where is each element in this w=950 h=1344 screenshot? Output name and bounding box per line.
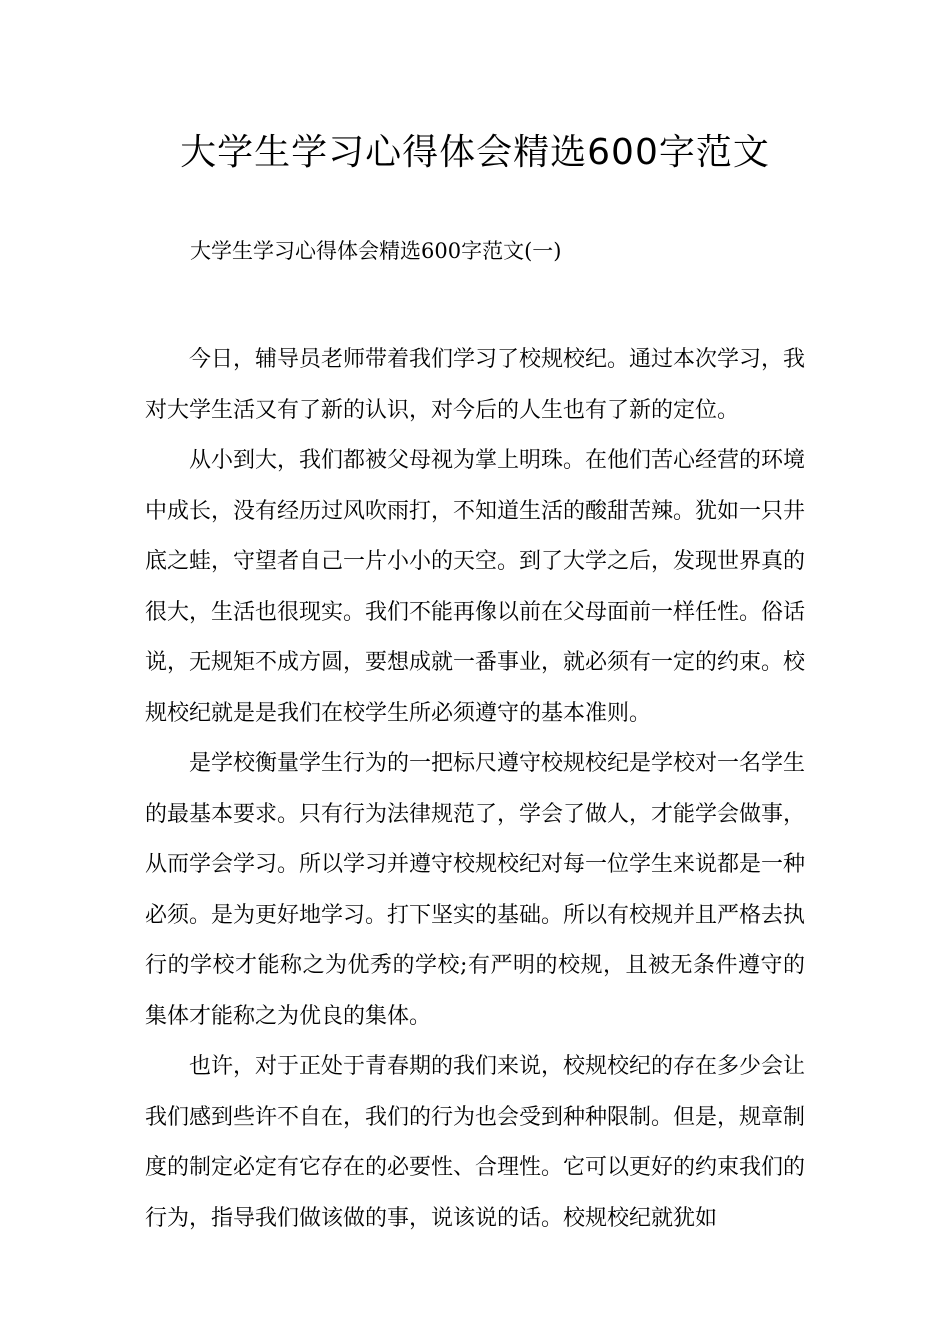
document-subtitle: 大学生学习心得体会精选600字范文(一) — [190, 239, 562, 263]
paragraph: 也许，对于正处于青春期的我们来说，校规校纪的存在多少会让我们感到些许不自在，我们的行为也会受到种种限制。但是，规章制度的制定必定有它存在的必要性、合理性。它可以更好的约束我们的行为，指导我们做该做的事，说该说的话。校规校纪就犹如 — [145, 1054, 806, 1231]
paragraph: 从小到大，我们都被父母视为掌上明珠。在他们苦心经营的环境中成长，没有经历过风吹雨打，不知道生活的酸甜苦辣。犹如一只井底之蛙，守望者自己一片小小的天空。到了大学之后，发现世界真的很大，生活也很现实。我们不能再像以前在父母面前一样任性。俗话说，无规矩不成方圆，要想成就一番事业，就必须有一定的约束。校规校纪就是是我们在校学生所必须遵守的基本准则。 — [145, 448, 806, 726]
document-title: 大学生学习心得体会精选600字范文 — [180, 132, 770, 173]
paragraph: 今日，辅导员老师带着我们学习了校规校纪。通过本次学习，我对大学生活又有了新的认识，对今后的人生也有了新的定位。 — [145, 347, 806, 423]
paragraph: 是学校衡量学生行为的一把标尺遵守校规校纪是学校对一名学生的最基本要求。只有行为法律规范了，学会了做人，才能学会做事，从而学会学习。所以学习并遵守校规校纪对每一位学生来说都是一种必须。是为更好地学习。打下坚实的基础。所以有校规并且严格去执行的学校才能称之为优秀的学校;有严明的校规，且被无条件遵守的集体才能称之为优良的集体。 — [145, 751, 806, 1029]
document-body — [145, 335, 805, 1244]
